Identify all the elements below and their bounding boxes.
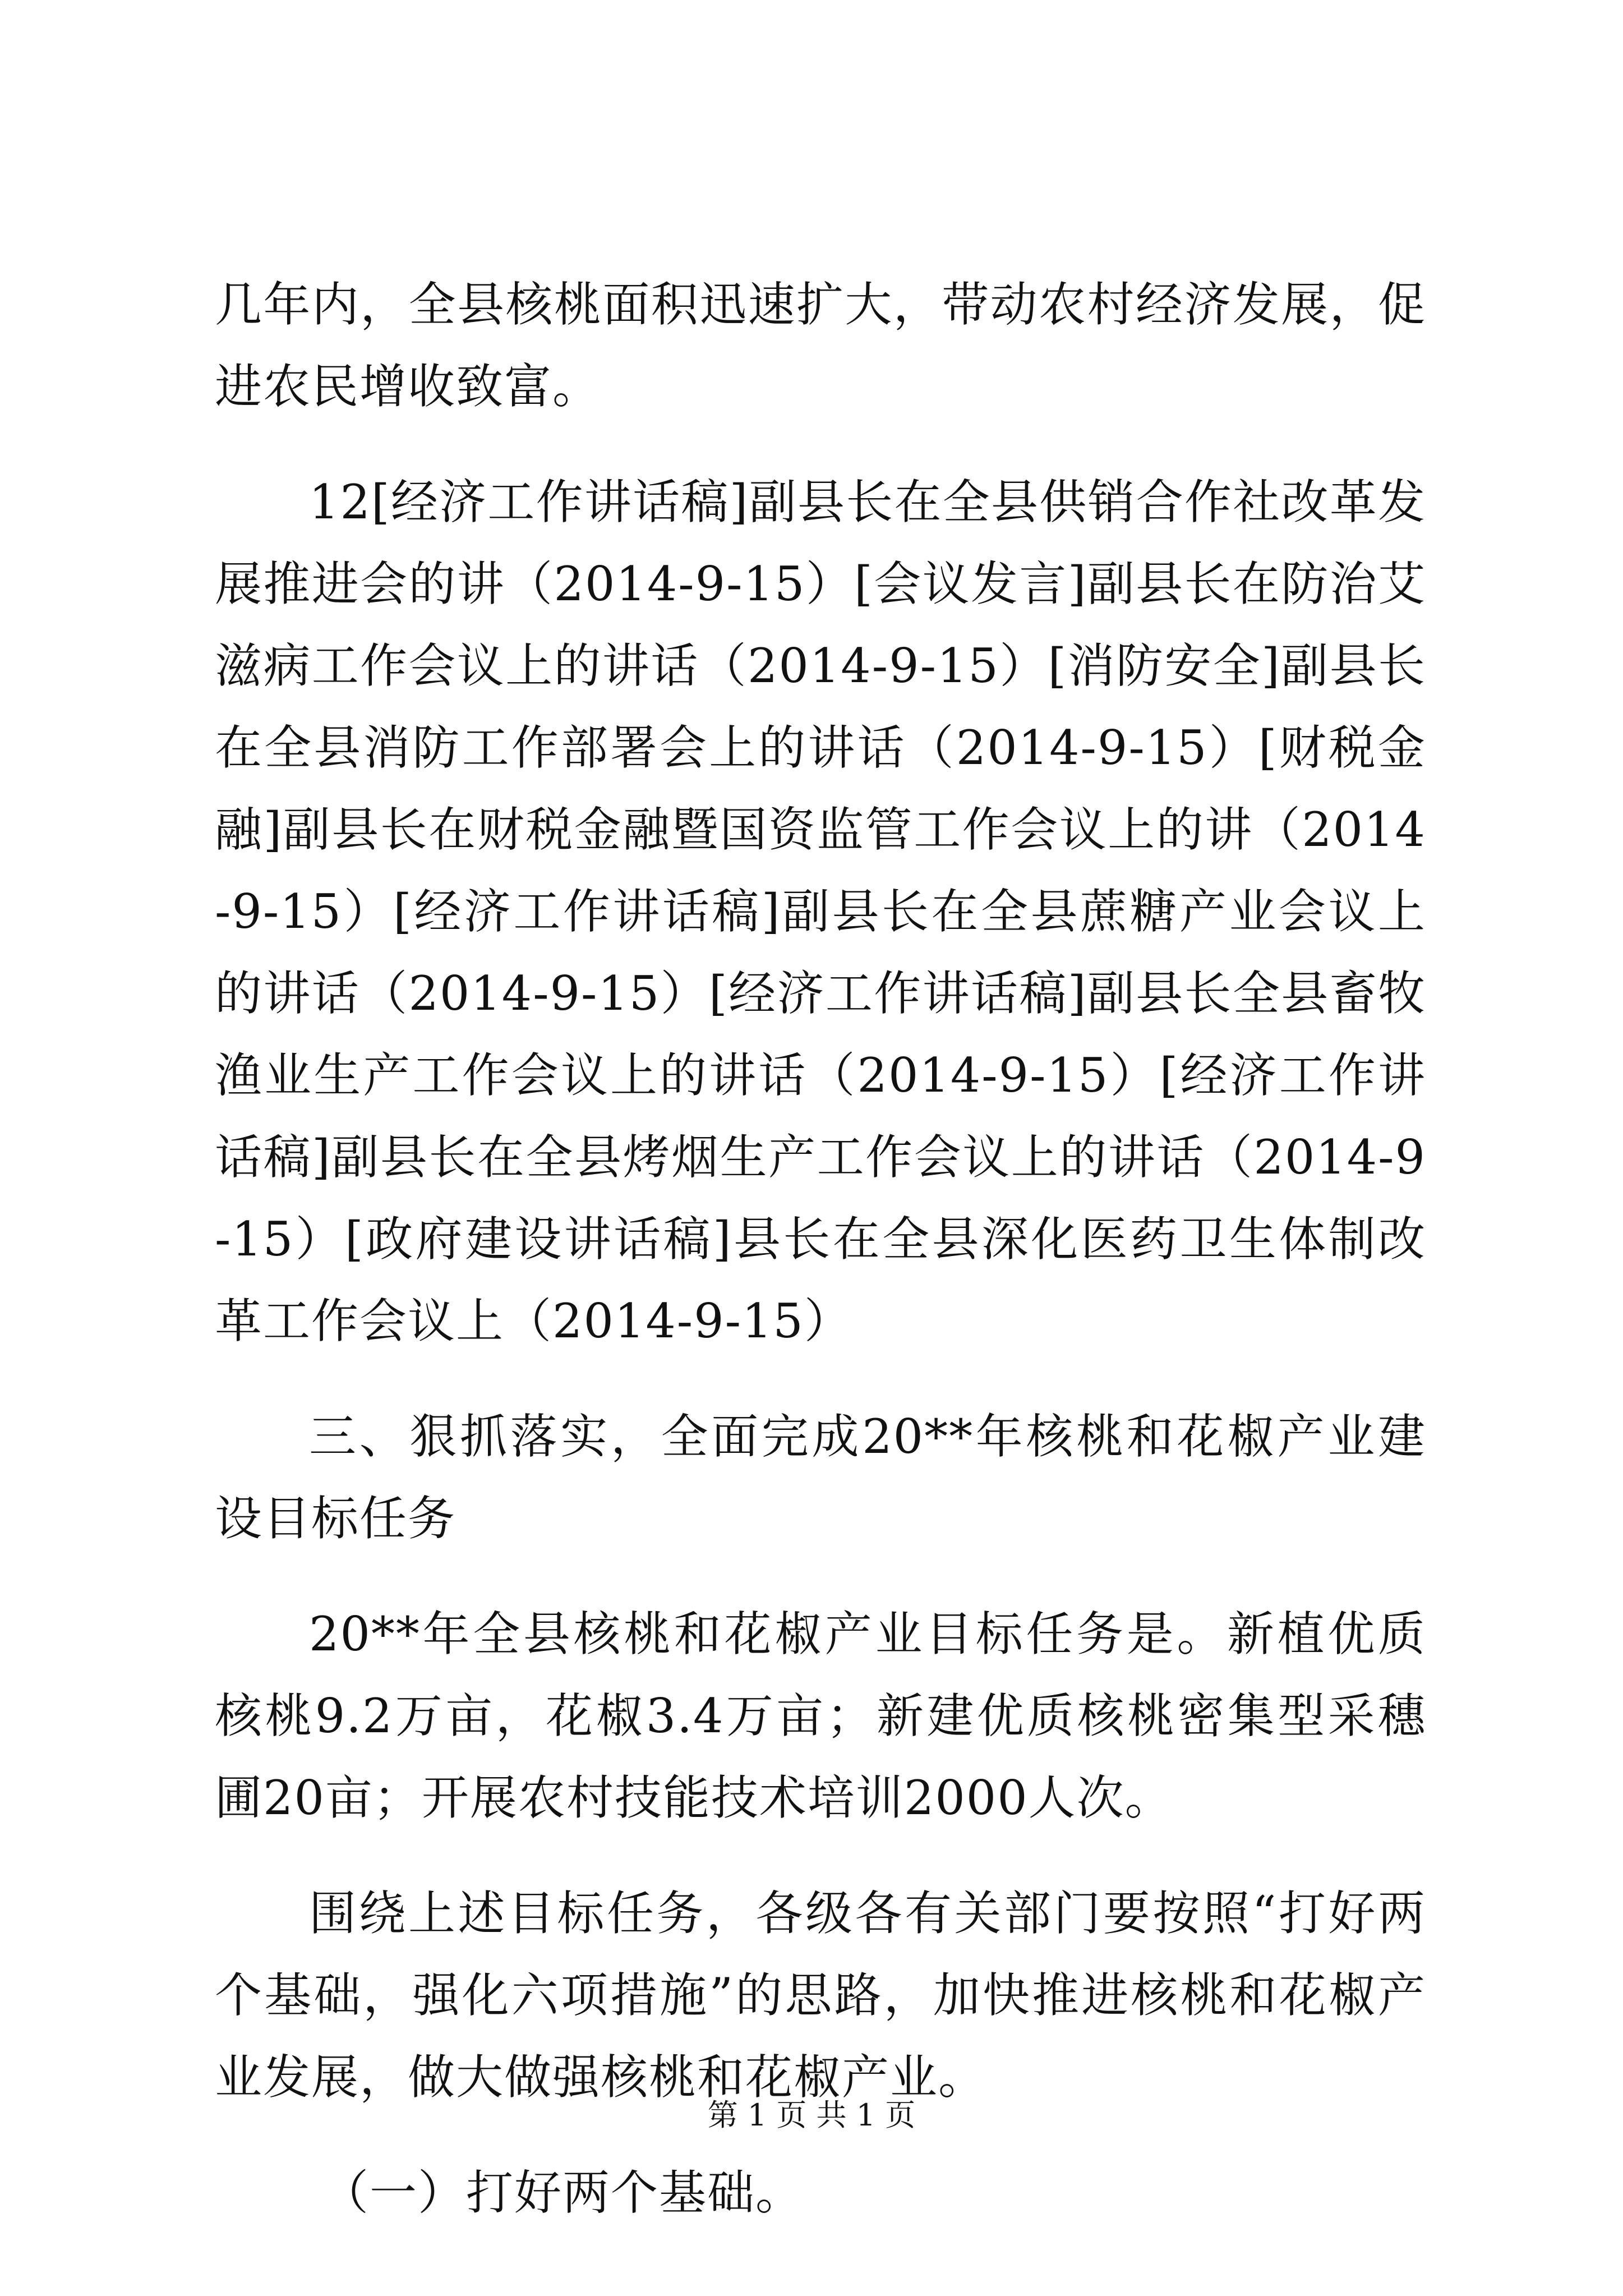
paragraph-approach: 围绕上述目标任务，各级各有关部门要按照“打好两个基础，强化六项措施”的思路，加快推进核桃和花椒产业发展，做大做强核桃和花椒产业。 — [215, 1886, 1426, 2105]
document-body — [215, 264, 1426, 2267]
section-heading-three: 三、狠抓落实，全面完成20**年核桃和花椒产业建设目标任务 — [215, 1409, 1426, 1546]
paragraph-targets: 20**年全县核桃和花椒产业目标任务是。新植优质核桃9.2万亩，花椒3.4万亩；新建优质核桃密集型采穗圃20亩；开展农村技能技术培训2000人次。 — [215, 1607, 1426, 1825]
subsection-heading-one: （一）打好两个基础。 — [321, 2165, 804, 2220]
paragraph-related-speeches: 12[经济工作讲话稿]副县长在全县供销合作社改革发展推进会的讲（2014-9-15）[会议发言]副县长在防治艾滋病工作会议上的讲话（2014-9-15）[消防安全]副县长在全县消防工作部署会上的讲话（2014-9-15）[财税金融]副县长在财税金融暨国资监管工作会议上的讲（2014-9-15）[经济工作讲话稿]副县长在全县蔗糖产业会议上的讲话（2014-9-15）[经济工作讲话稿]副县长全县畜牧渔业生产工作会议上的讲话（2014-9-15）[经济工作讲话稿]副县长在全县烤烟生产工作会议上的讲话（2014-9-15）[政府建设讲话稿]县长在全县深化医药卫生体制改革工作会议上（2014-9-15） — [215, 475, 1426, 1349]
paragraph-continuation: 几年内，全县核桃面积迅速扩大，带动农村经济发展，促进农民增收致富。 — [215, 277, 1426, 414]
page-number-footer: 第 1 页 共 1 页 — [707, 2097, 916, 2133]
